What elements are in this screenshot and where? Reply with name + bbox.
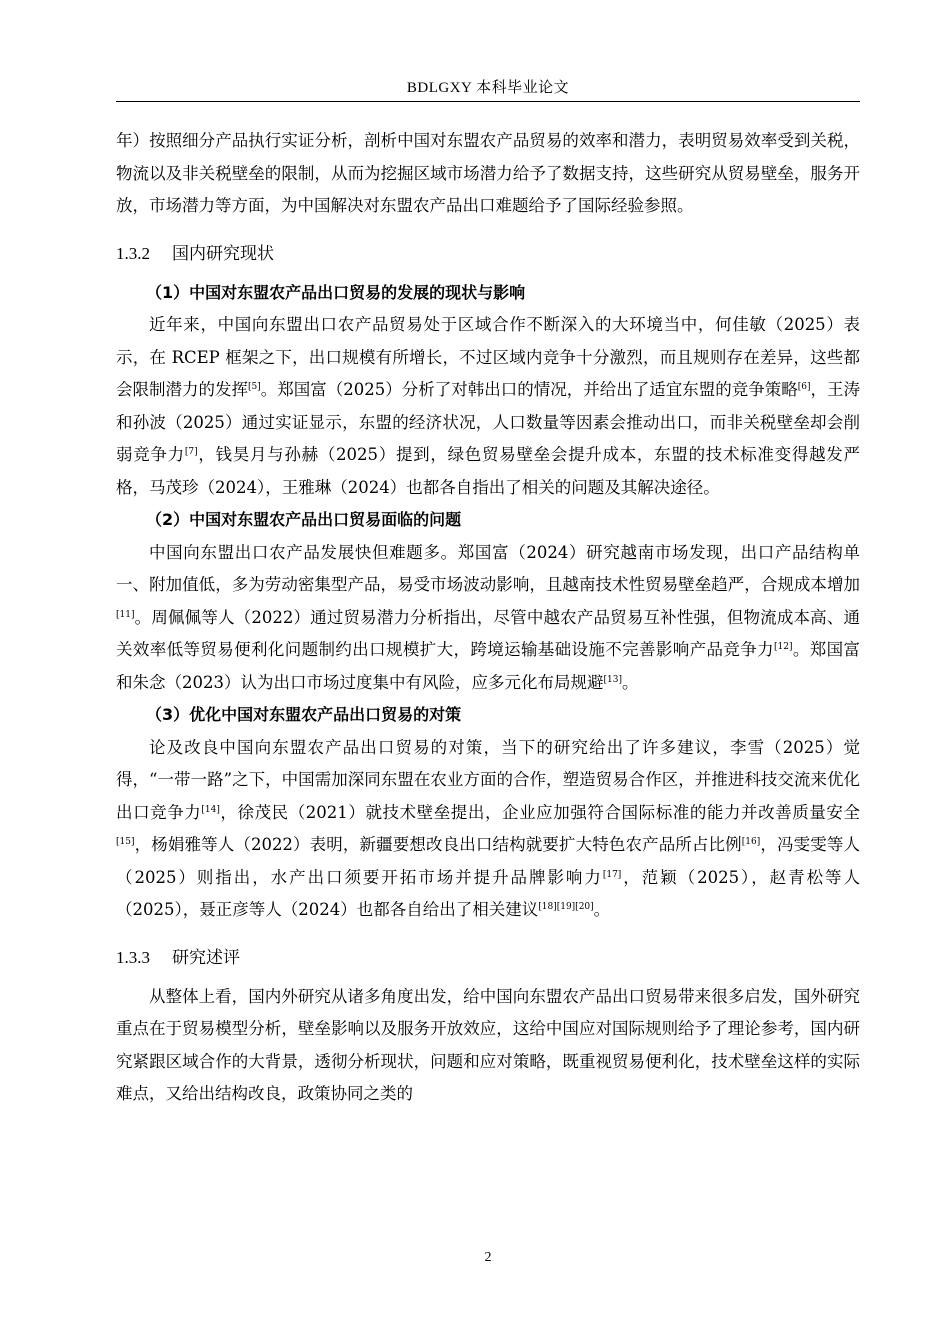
section-title: 研究述评 <box>172 947 240 968</box>
text-run: 中国向东盟出口农产品发展快但难题多。郑国富（2024）研究越南市场发现，出口产品结构单一、附加值低，多为劳动密集型产品，易受市场波动影响，且越南技术性贸易壁垒趋严，合规成本增加 <box>116 542 860 594</box>
subsection-heading-1: （1）中国对东盟农产品出口贸易的发展的现状与影响 <box>146 282 526 302</box>
text-run: 近年来，中国向东盟出口农产品贸易处于区域合作不断深入的大环境当中，何佳敏（2025）表示，在 RCEP 框架之下，出口规模有所增长，不过区域内竞争十分激烈，而且规则存在差异，这些都会限制潜力的发挥 <box>116 315 860 399</box>
page-number: 2 <box>484 1250 492 1265</box>
text-run: 。 <box>621 672 639 692</box>
paragraph-current-status <box>116 309 860 504</box>
page-header: BDLGXY 本科毕业论文 <box>406 80 570 96</box>
citation: [5] <box>248 382 261 392</box>
section-number: 1.3.2 <box>116 243 150 263</box>
paragraph-review: 从整体上看，国内外研究从诸多角度出发，给中国向东盟农产品出口贸易带来很多启发，国外研究重点在于贸易模型分析，壁垒影响以及服务开放效应，这给中国应对国际规则给予了理论参考，国内研究紧跟区域合作的大背景，透彻分析现状，问题和应对策略，既重视贸易便利化，技术壁垒这样的实际难点，又给出结构改良，政策协同之类的 <box>116 986 860 1103</box>
citation: [13] <box>603 674 622 685</box>
section-number: 1.3.3 <box>116 947 150 967</box>
text-run: ，王涛和孙波（2025）通过实证显示，东盟的经济状况，人口数量等因素会推动出口，而非关税壁垒却会削弱竞争力 <box>116 380 860 464</box>
section-title: 国内研究现状 <box>172 243 274 264</box>
text-run: 。周佩佩等人（2022）通过贸易潜力分析指出，尽管中越农产品贸易互补性强，但物流成本高、通关效率低等贸易便利化问题制约出口规模扩大，跨境运输基础设施不完善影响产品竞争力 <box>116 607 860 659</box>
subsection-heading-2: （2）中国对东盟农产品出口贸易面临的问题 <box>146 510 462 529</box>
text-run: ，钱昊月与孙赫（2025）提到，绿色贸易壁垒会提升成本，东盟的技术标准变得越发严格，马茂珍（2024），王雅琳（2024）也都各自指出了相关的问题及其解决途径。 <box>116 445 860 497</box>
header-rule <box>116 101 860 102</box>
subsection-heading-3: （3）优化中国对东盟农产品出口贸易的对策 <box>146 705 462 724</box>
text-run: ，徐茂民（2021）就技术壁垒提出，企业应加强符合国际标准的能力并改善质量安全 <box>219 802 860 822</box>
citation: [11] <box>116 609 135 620</box>
citation: [7] <box>184 447 198 457</box>
citation: [18][19][20] <box>538 902 594 912</box>
document-body <box>116 125 860 1111</box>
citation: [15] <box>116 837 135 847</box>
text-run: 论及改良中国向东盟农产品出口贸易的对策，当下的研究给出了许多建议，李雪（2025）觉得，“一带一路”之下，中国需加深同东盟在农业方面的合作，塑造贸易合作区，并推进科技交流来优化出口竞争力 <box>116 737 860 822</box>
paragraph-countermeasures <box>116 732 860 927</box>
text-run: ，杨娟雅等人（2022）表明，新疆要想改良出口结构就要扩大特色农产品所占比例 <box>134 835 742 854</box>
citation: [14] <box>201 804 220 815</box>
intro-paragraph: 年）按照细分产品执行实证分析，剖析中国对东盟农产品贸易的效率和潜力，表明贸易效率受到关税，物流以及非关税壁垒的限制，从而为挖掘区域市场潜力给予了数据支持，这些研究从贸易壁垒，服务开放，市场潜力等方面，为中国解决对东盟农产品出口难题给予了国际经验参照。 <box>116 131 860 215</box>
citation: [6] <box>797 382 811 392</box>
text-run: ，范颖（2025），赵青松等人（2025），聂正彦等人（2024）也都各自给出了相关建议 <box>116 867 860 919</box>
section-heading-1-3-3 <box>116 943 860 973</box>
text-run: 。郑国富（2025）分析了对韩出口的情况，并给出了适宜东盟的竞争策略 <box>260 380 798 399</box>
section-heading-1-3-2 <box>116 239 860 269</box>
citation: [17] <box>602 869 622 880</box>
text-run: ，冯雯雯等人（2025）则指出，水产出口须要开拓市场并提升品牌影响力 <box>116 835 861 887</box>
text-run: 。郑国富和朱念（2023）认为出口市场过度集中有风险，应多元化布局规避 <box>116 640 861 692</box>
paragraph-problems <box>116 537 860 700</box>
citation: [16] <box>741 837 761 847</box>
text-run: 。 <box>593 900 611 919</box>
citation: [12] <box>774 642 793 652</box>
